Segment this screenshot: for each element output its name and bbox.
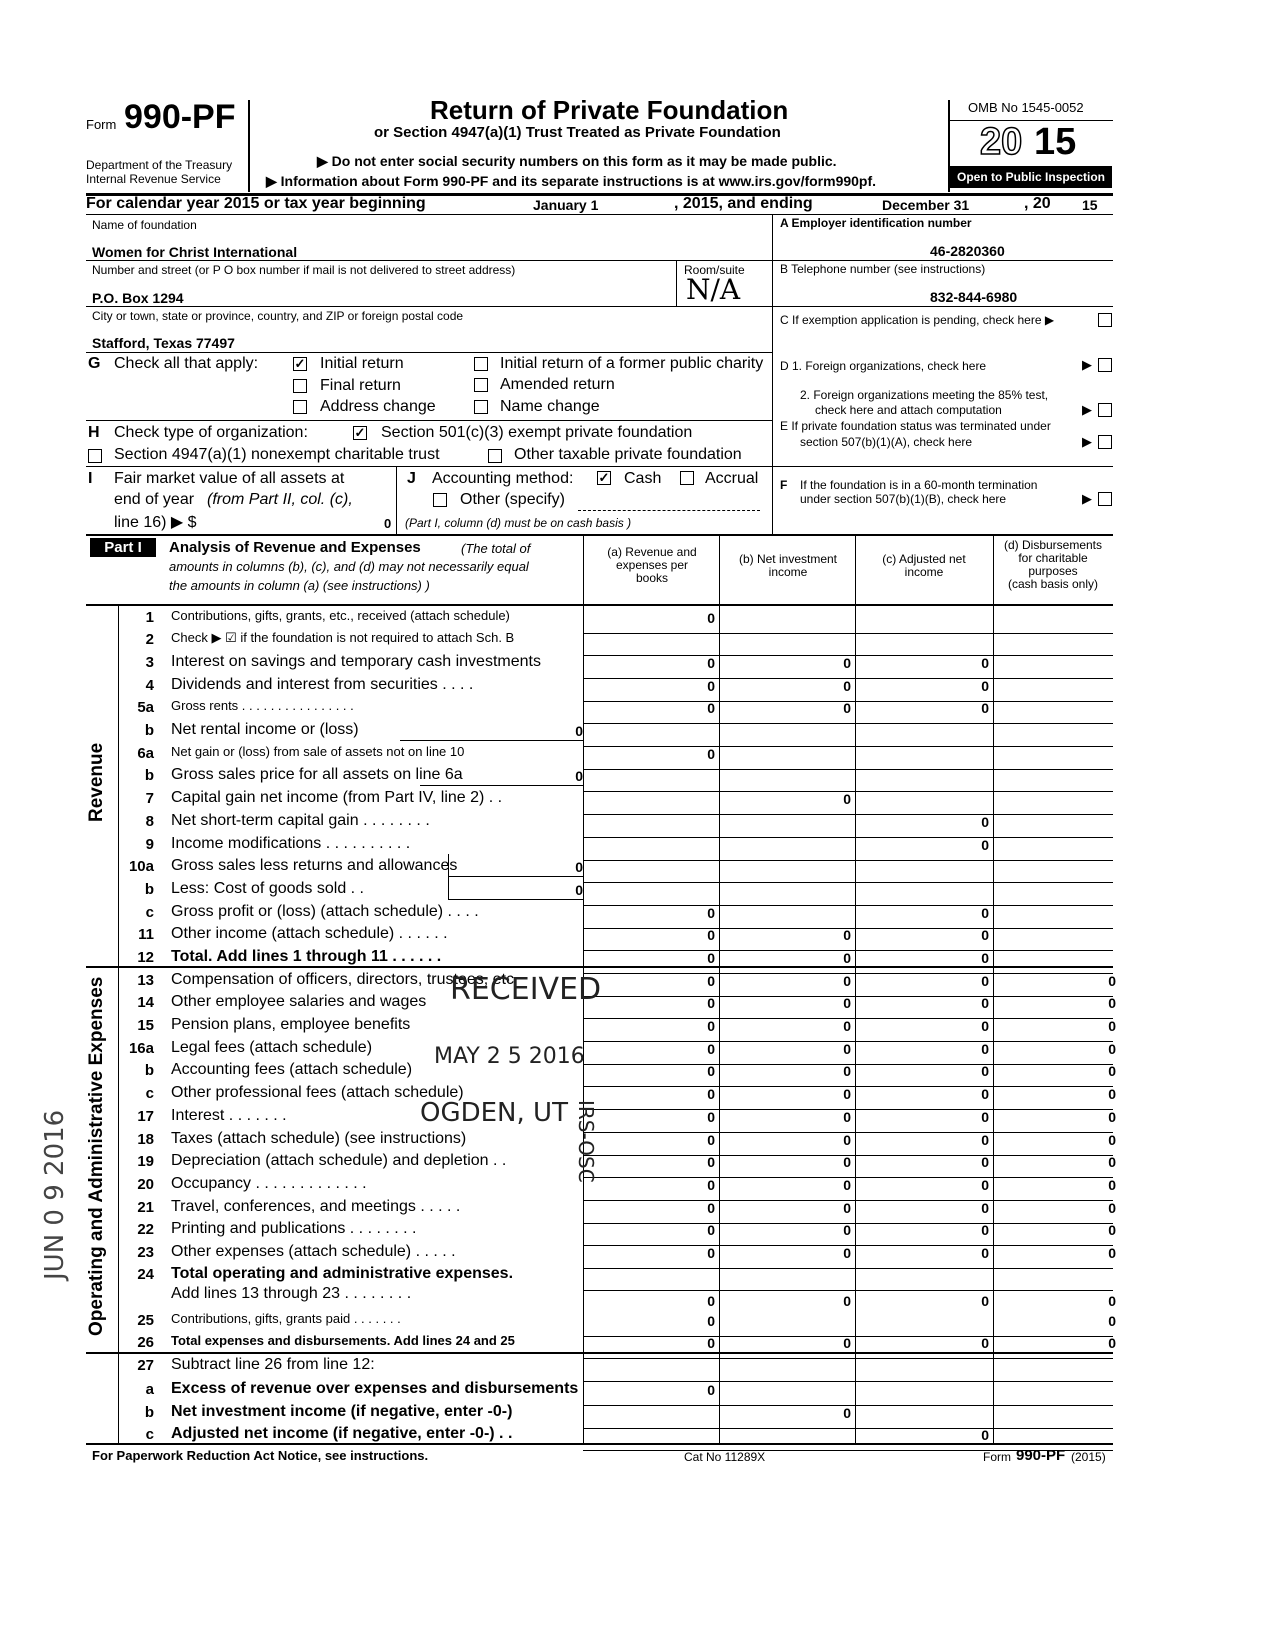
amount-col-d: 0	[1108, 1200, 1116, 1216]
foreign-org-checkbox[interactable]	[1098, 358, 1112, 372]
line-label: Excess of revenue over expenses and disbursements	[171, 1380, 579, 1397]
i-line2-italic: (from Part II, col. (c),	[207, 491, 353, 508]
amount-col-a: 0	[707, 1041, 715, 1057]
name-change-checkbox[interactable]	[474, 400, 488, 414]
amount-col-a: 0	[707, 746, 715, 762]
amount-col-d: 0	[1108, 1041, 1116, 1057]
line-label: Interest . . . . . . .	[171, 1107, 287, 1124]
amount-col-c: 0	[981, 814, 989, 830]
line-number: 20	[137, 1176, 154, 1193]
amount-col-c: 0	[981, 655, 989, 671]
amount-col-d: 0	[1108, 1063, 1116, 1079]
line-label: Travel, conferences, and meetings . . . . .	[171, 1198, 461, 1215]
line-number: c	[145, 904, 154, 921]
line-number: 2	[145, 631, 154, 648]
amount-col-a: 0	[707, 1382, 715, 1398]
irs-osc-stamp: IRS-OSC	[574, 1100, 598, 1183]
amount-col-d: 0	[1108, 1177, 1116, 1193]
foundation-name: Women for Christ International	[92, 244, 298, 260]
phone-label: B Telephone number (see instructions)	[780, 262, 986, 276]
amount-col-c: 0	[981, 973, 989, 989]
line-label: Gross sales price for all assets on line 6a	[171, 766, 463, 783]
line-label: Depreciation (attach schedule) and depletion . .	[171, 1152, 507, 1169]
arrow-icon: ▶	[1082, 402, 1092, 417]
line-label: Gross sales less returns and allowances	[171, 857, 458, 874]
f-letter: F	[780, 478, 788, 492]
other-taxable-label: Other taxable private foundation	[514, 446, 742, 463]
line-label: Check ▶ ☑ if the foundation is not required to attach Sch. B	[171, 630, 515, 645]
g-letter: G	[88, 355, 101, 372]
501c3-label: Section 501(c)(3) exempt private foundation	[381, 424, 693, 441]
amount-col-b: 0	[843, 995, 851, 1011]
amount-col-a: 0	[707, 1335, 715, 1351]
4947-trust-checkbox[interactable]	[88, 449, 102, 463]
amount-col-c: 0	[981, 700, 989, 716]
footer-form-year: (2015)	[1071, 1450, 1106, 1464]
col-b-header: (b) Net investment income	[738, 552, 838, 579]
line-label: Gross rents . . . . . . . . . . . . . . . .	[171, 698, 354, 713]
col-d-header: (d) Disbursements for charitable purposes (cash basis only)	[1003, 538, 1103, 591]
dept-treasury: Department of the Treasury	[86, 158, 233, 172]
line-label: Occupancy . . . . . . . . . . . . .	[171, 1175, 367, 1192]
foreign-85-checkbox[interactable]	[1098, 403, 1112, 417]
line-number: 13	[137, 972, 154, 989]
amount-col-d: 0	[1108, 1132, 1116, 1148]
amount-col-a: 0	[707, 610, 715, 626]
amount-col-a: 0	[707, 973, 715, 989]
ogden-stamp: OGDEN, UT	[420, 1098, 568, 1128]
final-return-label: Final return	[320, 377, 401, 394]
initial-former-checkbox[interactable]	[474, 357, 488, 371]
line-number: 12	[137, 949, 154, 966]
amount-col-b: 0	[843, 1063, 851, 1079]
initial-return-checkbox[interactable]: ✓	[294, 356, 306, 371]
line-number: 22	[137, 1221, 154, 1238]
arrow-icon: ▶	[1082, 491, 1092, 506]
amount-col-c: 0	[981, 1063, 989, 1079]
line-label: Dividends and interest from securities . . . .	[171, 676, 474, 693]
amount-col-b: 0	[843, 927, 851, 943]
amount-col-a: 0	[707, 927, 715, 943]
name-change-label: Name change	[500, 398, 600, 415]
line-number: b	[144, 1404, 154, 1421]
amended-return-label: Amended return	[500, 376, 615, 393]
line-label: Pension plans, employee benefits	[171, 1016, 411, 1033]
inline-amount: 0	[575, 859, 583, 875]
side-date-stamp: JUN 0 9 2016	[40, 1109, 70, 1280]
line-number: 9	[145, 836, 154, 853]
amount-col-d: 0	[1108, 1245, 1116, 1261]
g-label: Check all that apply:	[114, 355, 259, 372]
street-label: Number and street (or P O box number if mail is not delivered to street address)	[92, 263, 516, 277]
amount-col-a: 0	[707, 1154, 715, 1170]
line-label: Other employee salaries and wages	[171, 993, 427, 1010]
amount-col-c: 0	[981, 678, 989, 694]
termination-60-checkbox[interactable]	[1098, 492, 1112, 506]
amount-col-c: 0	[981, 1293, 989, 1309]
amount-col-a: 0	[707, 1086, 715, 1102]
line-number: 24	[137, 1266, 154, 1283]
amount-col-a: 0	[707, 678, 715, 694]
status-terminated-checkbox[interactable]	[1098, 435, 1112, 449]
amount-col-b: 0	[843, 655, 851, 671]
room-suite-value: N/A	[686, 273, 741, 306]
i-line1: Fair market value of all assets at	[114, 470, 345, 487]
amount-col-d: 0	[1108, 1109, 1116, 1125]
foreign-85-label-2: check here and attach computation	[815, 403, 1002, 417]
amount-col-d: 0	[1108, 1086, 1116, 1102]
cat-number: Cat No 11289X	[684, 1450, 766, 1464]
exemption-pending-label: C If exemption application is pending, check here ▶	[780, 313, 1055, 327]
part-i-desc1: (The total of	[461, 541, 531, 556]
line-number: 15	[137, 1017, 154, 1034]
line-number: 11	[138, 926, 154, 943]
ein-label: A Employer identification number	[780, 216, 972, 230]
line-number: 26	[137, 1334, 154, 1351]
line-label: Total operating and administrative expenses.	[171, 1265, 514, 1282]
amount-col-c: 0	[981, 1177, 989, 1193]
tax-year-begin: January 1	[533, 197, 599, 213]
i-line2: end of year	[114, 491, 195, 508]
amount-col-b: 0	[843, 791, 851, 807]
amount-col-b: 0	[843, 1293, 851, 1309]
amount-col-c: 0	[981, 1132, 989, 1148]
line-number: a	[145, 1381, 154, 1398]
line-number: b	[144, 722, 154, 739]
line-label: Contributions, gifts, grants, etc., received (attach schedule)	[171, 608, 510, 623]
amount-col-a: 0	[707, 700, 715, 716]
omb-number: OMB No 1545-0052	[968, 100, 1084, 115]
status-terminated-label-2: section 507(b)(1)(A), check here	[800, 435, 973, 449]
amount-col-c: 0	[981, 1109, 989, 1125]
amount-col-d: 0	[1108, 1018, 1116, 1034]
amount-col-d: 0	[1108, 1222, 1116, 1238]
h-letter: H	[88, 424, 100, 441]
inline-amount: 0	[575, 723, 583, 739]
line-number: c	[145, 1426, 154, 1443]
line-label: Total. Add lines 1 through 11 . . . . . .	[171, 948, 442, 965]
ein-value: 46-2820360	[930, 243, 1005, 259]
tax-year-yr: 15	[1082, 197, 1098, 213]
h-label: Check type of organization:	[114, 424, 308, 441]
foundation-name-label: Name of foundation	[92, 218, 197, 232]
status-terminated-label-1: E If private foundation status was terminated under	[780, 419, 1051, 433]
line-number: 17	[137, 1108, 154, 1125]
line-number: 3	[145, 654, 154, 671]
arrow-icon: ▶	[1082, 434, 1092, 449]
cash-label: Cash	[624, 470, 662, 487]
j-letter: J	[407, 470, 416, 487]
inline-amount: 0	[575, 882, 583, 898]
received-stamp: RECEIVED	[450, 972, 602, 1007]
amount-col-b: 0	[843, 1154, 851, 1170]
amount-col-b: 0	[843, 1086, 851, 1102]
line-number: 23	[137, 1244, 154, 1261]
amount-col-b: 0	[843, 1405, 851, 1421]
part-i-desc2: amounts in columns (b), (c), and (d) may not necessarily equal	[169, 559, 529, 574]
amount-col-b: 0	[843, 1132, 851, 1148]
amount-col-d: 0	[1108, 973, 1116, 989]
line-number: b	[144, 881, 154, 898]
line-label: Net gain or (loss) from sale of assets not on line 10	[171, 744, 465, 759]
amount-col-a: 0	[707, 1109, 715, 1125]
exemption-pending-checkbox[interactable]	[1098, 313, 1112, 327]
amount-col-d: 0	[1108, 995, 1116, 1011]
line-number: 14	[137, 994, 154, 1011]
accrual-label: Accrual	[705, 470, 759, 487]
amount-col-c: 0	[981, 1041, 989, 1057]
line-number: 10a	[128, 858, 154, 875]
amount-col-b: 0	[843, 973, 851, 989]
line-number: c	[145, 1085, 154, 1102]
line-number: 19	[137, 1153, 154, 1170]
amount-col-c: 0	[981, 1200, 989, 1216]
city-label: City or town, state or province, country, and ZIP or foreign postal code	[92, 309, 464, 323]
line-label: Legal fees (attach schedule)	[171, 1039, 373, 1056]
amount-col-d: 0	[1108, 1293, 1116, 1309]
amount-col-c: 0	[981, 1427, 989, 1443]
line-number: 5a	[137, 699, 154, 716]
room-suite-label: Room/suite	[684, 263, 745, 277]
line-label: Capital gain net income (from Part IV, line 2) . .	[171, 789, 503, 806]
amount-col-a: 0	[707, 1293, 715, 1309]
501c3-checkbox[interactable]: ✓	[354, 425, 366, 440]
expenses-side-label: Operating and Administrative Expenses	[86, 976, 107, 1336]
line-label: Printing and publications . . . . . . . .	[171, 1220, 417, 1237]
line-label: Other expenses (attach schedule) . . . . .	[171, 1243, 456, 1260]
arrow-icon: ▶	[1082, 357, 1092, 372]
notice-info: ▶ Information about Form 990-PF and its separate instructions is at www.irs.gov/form990pf.	[266, 173, 877, 189]
address-change-checkbox[interactable]	[293, 400, 307, 414]
line-number: 18	[137, 1131, 154, 1148]
form-subtitle: or Section 4947(a)(1) Trust Treated as Private Foundation	[374, 124, 781, 141]
foreign-85-label-1: 2. Foreign organizations meeting the 85% test,	[800, 388, 1049, 402]
notice-ssn: ▶ Do not enter social security numbers on this form as it may be made public.	[317, 153, 837, 169]
part-i-tag: Part I	[90, 538, 156, 557]
amount-col-c: 0	[981, 1154, 989, 1170]
amount-col-a: 0	[707, 1222, 715, 1238]
line-label: Net investment income (if negative, enter -0-)	[171, 1403, 513, 1420]
form-number: 990-PF	[124, 98, 236, 136]
other-method-label: Other (specify)	[460, 491, 565, 508]
year-bold: 15	[1034, 121, 1077, 163]
amount-col-a: 0	[707, 655, 715, 671]
amount-col-c: 0	[981, 905, 989, 921]
other-method-checkbox[interactable]	[433, 493, 447, 507]
amount-col-a: 0	[707, 995, 715, 1011]
line-number: 7	[145, 790, 154, 807]
line-label: Compensation of officers, directors, trustees, etc	[171, 971, 514, 988]
termination-60-label-2: under section 507(b)(1)(B), check here	[800, 492, 1007, 506]
line-label: Net short-term capital gain . . . . . . . .	[171, 812, 430, 829]
amount-col-b: 0	[843, 1335, 851, 1351]
amount-col-a: 0	[707, 1313, 715, 1329]
amount-col-c: 0	[981, 1335, 989, 1351]
amount-col-b: 0	[843, 678, 851, 694]
tax-year-mid: , 2015, and ending	[674, 195, 813, 212]
amount-col-c: 0	[981, 927, 989, 943]
amount-col-b: 0	[843, 1177, 851, 1193]
footer-form-word: Form	[983, 1450, 1011, 1464]
year-outline: 20	[980, 121, 1023, 163]
inline-amount: 0	[575, 768, 583, 784]
amount-col-a: 0	[707, 905, 715, 921]
amount-col-d: 0	[1108, 1313, 1116, 1329]
line-number: 8	[145, 813, 154, 830]
i-letter: I	[88, 470, 93, 487]
line-number: b	[144, 767, 154, 784]
amount-col-b: 0	[843, 950, 851, 966]
footer-form-number: 990-PF	[1016, 1447, 1066, 1464]
amount-col-a: 0	[707, 1063, 715, 1079]
amount-col-a: 0	[707, 1200, 715, 1216]
amount-col-c: 0	[981, 1086, 989, 1102]
line-label: Interest on savings and temporary cash investments	[171, 653, 541, 670]
col-c-header: (c) Adjusted net income	[882, 552, 966, 579]
foreign-org-label: D 1. Foreign organizations, check here	[780, 359, 987, 373]
paperwork-notice: For Paperwork Reduction Act Notice, see instructions.	[92, 1448, 429, 1463]
line-label: Other professional fees (attach schedule)	[171, 1084, 464, 1101]
city-state-zip: Stafford, Texas 77497	[92, 335, 235, 351]
address-change-label: Address change	[320, 398, 436, 415]
initial-return-label: Initial return	[320, 355, 404, 372]
col-a-header: (a) Revenue and expenses per books	[607, 545, 697, 585]
amount-col-d: 0	[1108, 1335, 1116, 1351]
line-label: Contributions, gifts, grants paid . . . . . . .	[171, 1311, 401, 1326]
final-return-checkbox[interactable]	[293, 379, 307, 393]
4947-trust-label: Section 4947(a)(1) nonexempt charitable trust	[114, 446, 440, 463]
line-label: Gross profit or (loss) (attach schedule) . . . .	[171, 903, 479, 920]
street-address: P.O. Box 1294	[92, 290, 184, 306]
line-label: Other income (attach schedule) . . . . . .	[171, 925, 448, 942]
amount-col-c: 0	[981, 1245, 989, 1261]
line-number: 4	[145, 677, 154, 694]
line-number: 16a	[128, 1040, 154, 1057]
line-label: Adjusted net income (if negative, enter -0-) . .	[171, 1425, 513, 1442]
form-title: Return of Private Foundation	[430, 95, 789, 125]
amount-col-a: 0	[707, 1018, 715, 1034]
amount-col-a: 0	[707, 1132, 715, 1148]
amount-col-c: 0	[981, 1018, 989, 1034]
amount-col-d: 0	[1108, 1154, 1116, 1170]
line-label: Subtract line 26 from line 12:	[171, 1356, 375, 1373]
tax-year-lead: For calendar year 2015 or tax year beginning	[86, 195, 426, 212]
i-line3: line 16) ▶ $	[114, 514, 197, 531]
revenue-side-label: Revenue	[86, 742, 107, 822]
line-number: b	[144, 1062, 154, 1079]
accrual-checkbox[interactable]	[680, 471, 694, 485]
part-i-title: Analysis of Revenue and Expenses	[169, 539, 421, 556]
line-label: Accounting fees (attach schedule)	[171, 1061, 413, 1078]
line-label: Income modifications . . . . . . . . . .	[171, 835, 411, 852]
line-label-cont: Add lines 13 through 23 . . . . . . . .	[171, 1285, 412, 1302]
fmv-value: 0	[384, 516, 392, 531]
line-number: 21	[137, 1199, 154, 1216]
amount-col-c: 0	[981, 837, 989, 853]
amount-col-a: 0	[707, 950, 715, 966]
cash-basis-note: (Part I, column (d) must be on cash basis )	[405, 516, 632, 530]
amount-col-c: 0	[981, 995, 989, 1011]
line-label: Net rental income or (loss)	[171, 721, 359, 738]
amount-col-a: 0	[707, 1245, 715, 1261]
tax-year-20: , 20	[1024, 195, 1051, 212]
other-taxable-checkbox[interactable]	[488, 449, 502, 463]
line-number: 27	[137, 1357, 154, 1374]
amount-col-b: 0	[843, 1109, 851, 1125]
cash-checkbox[interactable]: ✓	[598, 470, 610, 485]
line-number: 25	[137, 1312, 154, 1329]
amount-col-b: 0	[843, 700, 851, 716]
open-public-inspection: Open to Public Inspection	[950, 166, 1112, 188]
amount-col-a: 0	[707, 1177, 715, 1193]
line-label: Total expenses and disbursements. Add lines 24 and 25	[171, 1333, 515, 1348]
tax-year-end: December 31	[882, 197, 970, 213]
form-word: Form	[86, 117, 117, 132]
amount-col-c: 0	[981, 1222, 989, 1238]
line-label: Taxes (attach schedule) (see instructions)	[171, 1130, 467, 1147]
accounting-method-label: Accounting method:	[432, 470, 574, 487]
amount-col-c: 0	[981, 950, 989, 966]
termination-60-label-1: If the foundation is in a 60-month termination	[800, 478, 1038, 492]
amount-col-b: 0	[843, 1222, 851, 1238]
amended-return-checkbox[interactable]	[474, 378, 488, 392]
line-label: Less: Cost of goods sold . .	[171, 880, 364, 897]
amount-col-b: 0	[843, 1018, 851, 1034]
amount-col-b: 0	[843, 1041, 851, 1057]
part-i-desc3: the amounts in column (a) (see instructions) )	[169, 578, 430, 593]
amount-col-b: 0	[843, 1200, 851, 1216]
received-date-stamp: MAY 2 5 2016	[434, 1044, 585, 1069]
initial-former-label: Initial return of a former public charity	[500, 355, 764, 372]
irs-label: Internal Revenue Service	[86, 172, 221, 186]
phone-value: 832-844-6980	[930, 289, 1018, 305]
amount-col-b: 0	[843, 1245, 851, 1261]
line-number: 1	[145, 609, 154, 626]
line-number: 6a	[137, 745, 154, 762]
